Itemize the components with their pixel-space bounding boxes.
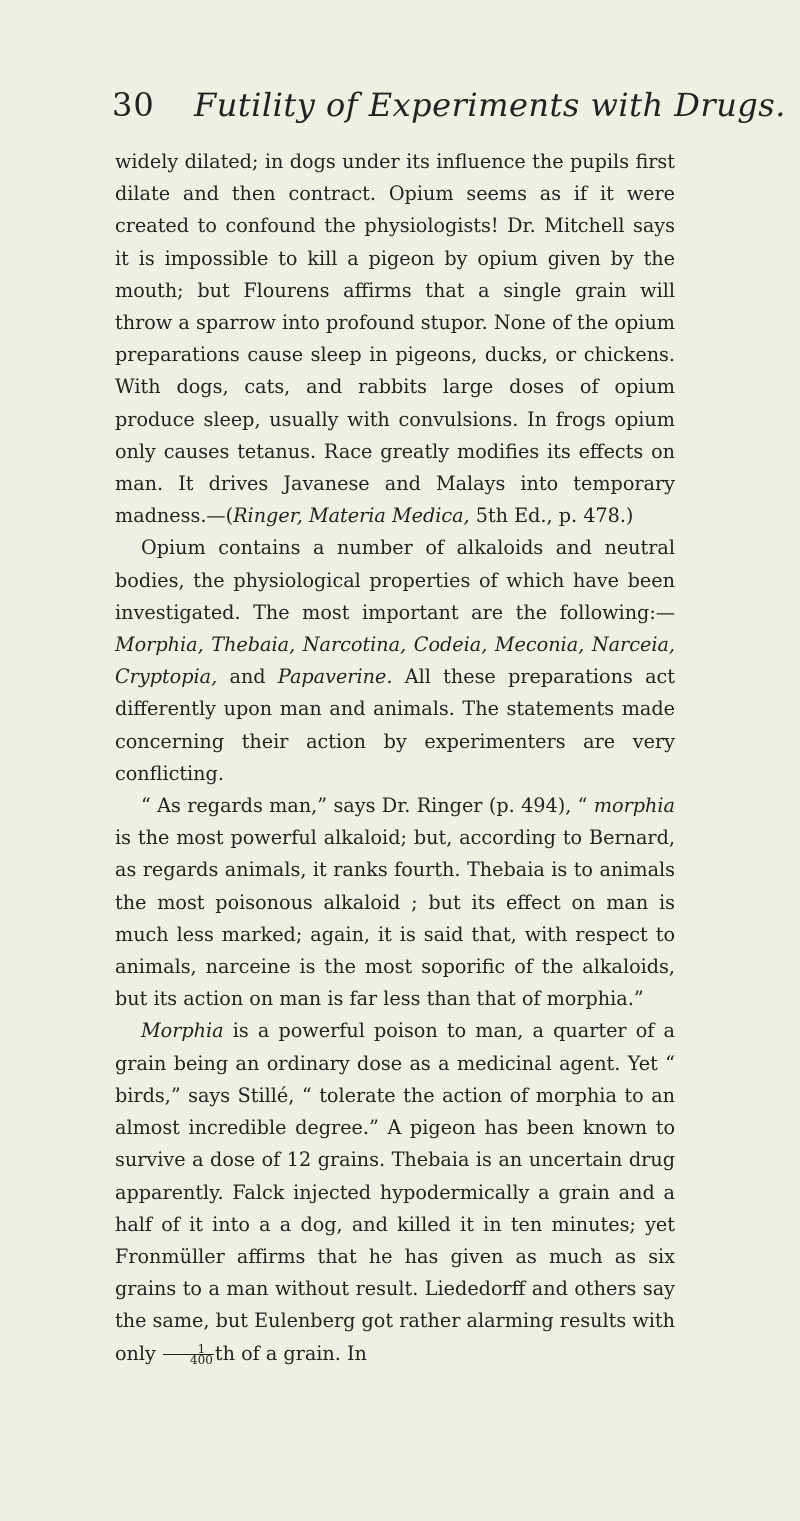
text-run: widely dilated; in dogs under its influence the pupils first dilate and then contract. Opium seems as if it were created to confound the physiologists! Dr. Mitchell says it is impossible to kill a pigeon by opium given by the mouth; but Flourens affirms that a single grain will throw a sparrow into profound stupor. None of the opium preparations cause sleep in pigeons, ducks, or chickens. With dogs, cats, and rabbits large doses of opium produce sleep, usually with convulsions. In frogs opium only causes tetanus. Race greatly modifies its effects on man. It drives Javanese and Malays into temporary madness.—( [115, 150, 675, 528]
paragraph-continued [115, 146, 675, 532]
running-title: Futility of Experiments with Drugs. [194, 86, 786, 124]
emphasis-morphia: Morphia [141, 1019, 224, 1043]
text-run: All these preparations act differently upon man and animals. The statements made concerning their action by experimenters are very conflicting. [115, 665, 676, 785]
text-run: and [217, 665, 278, 689]
page-header [112, 86, 786, 136]
text-run: is a powerful poison to man, a quarter of a grain being an ordinary dose as a medicinal agent. Yet “ birds,” says Stillé, “ tolerate the action of morphia to an almost incredible degree.” A pigeon has been known to survive a dose of 12 grains. Thebaia is an uncertain drug apparently. Falck injected hypodermically a grain and a half of it into a a dog, and killed it in ten minutes; yet Fronmüller affirms that he has given as much as six grains to a man without result. Liededorff and others say the same, but Eulenberg got rather alarming results with only [115, 1019, 675, 1365]
citation-source: Ringer, Materia Medica, [233, 504, 470, 528]
paragraph [115, 1015, 675, 1369]
emphasis-morphia: morphia [593, 794, 675, 818]
text-run: Opium contains a number of alkaloids and neutral bodies, the physiological properties of which have been investigated. The most important are the following:— [115, 536, 675, 624]
fraction-suffix: th [214, 1341, 235, 1365]
text-run: “ As regards man,” says Dr. Ringer (p. 494), “ [141, 794, 594, 818]
text-run: 5th Ed., p. 478.) [469, 504, 634, 528]
fraction-denominator: 400 [190, 1352, 213, 1367]
alkaloid-last: Papaverine. [277, 665, 393, 689]
page-number: 30 [112, 86, 155, 124]
text-run: of a grain. In [234, 1341, 367, 1365]
fraction [163, 1341, 214, 1367]
alkaloid-list: Morphia, Thebaia, Narcotina, Codeia, Meconia, Narceia, Cryptopia, [115, 633, 675, 689]
body-text [115, 146, 675, 1370]
text-run: is the most powerful alkaloid; but, according to Bernard, as regards animals, it ranks fourth. Thebaia is to animals the most poisonous alkaloid ; but its effect on man is much less marked; again, it is said that, with respect to animals, narceine is the most soporific of the alkaloids, but its action on man is far less than that of morphia.” [115, 826, 675, 1011]
paragraph [115, 532, 675, 790]
fraction-numerator: 1 [163, 1344, 214, 1355]
paragraph [115, 790, 675, 1015]
